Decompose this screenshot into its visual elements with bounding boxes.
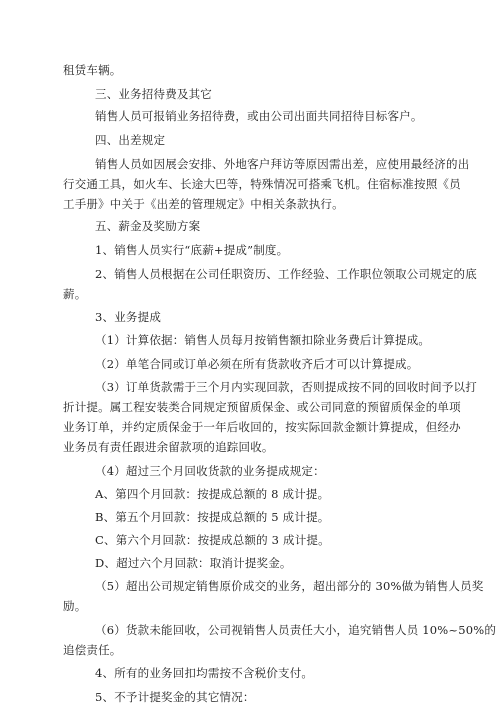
text-line: （5）超出公司规定销售原价成交的业务，超出部分的 30%做为销售人员奖: [95, 579, 484, 594]
text-line: 业务订单，并约定质保金于一年后收回的，按实际回款金额计算提成，但经办: [63, 420, 461, 435]
text-line: （4）超过三个月回收货款的业务提成规定：: [95, 463, 325, 478]
text-line: 1、销售人员实行“底薪+提成”制度。: [95, 242, 289, 257]
text-line: 薪。: [63, 286, 87, 301]
text-line: 销售人员可报销业务招待费，或由公司出面共同招待目标客户。: [95, 109, 423, 124]
text-line: 5、不予计提奖金的其它情况：: [95, 690, 255, 704]
section-heading: 五、薪金及奖励方案: [95, 219, 201, 234]
text-line: 工手册》中关于《出差的管理规定》中相关条款执行。: [63, 196, 344, 211]
text-line: 励。: [63, 599, 87, 614]
text-line: 行交通工具，如火车、长途大巴等，特殊情况可搭乘飞机。住宿标准按照《员: [63, 176, 461, 191]
text-line: 2、销售人员根据在公司任职资历、工作经验、工作职位领取公司规定的底: [95, 266, 477, 281]
text-line: 追偿责任。: [63, 642, 122, 657]
text-line: 业务员有责任跟进余留款项的追踪回收。: [63, 440, 274, 455]
section-heading: 四、出差规定: [95, 133, 166, 147]
list-item: A、第四个月回款：按提成总额的 8 成计提。: [95, 486, 330, 501]
text-line: 销售人员如因展会安排、外地客户拜访等原因需出差，应使用最经济的出: [95, 156, 470, 171]
text-line: 租赁车辆。: [63, 63, 122, 77]
text-line: 折计提。属工程安装类合同规定预留质保金、或公司同意的预留质保金的单项: [63, 400, 461, 415]
list-item: D、超过六个月回款：取消计提奖金。: [95, 555, 292, 570]
subsection-heading: 3、业务提成: [95, 310, 162, 325]
text-line: （1）计算依据：销售人员每月按销售额扣除业务费后计算提成。: [95, 332, 431, 347]
list-item: B、第五个月回款：按提成总额的 5 成计提。: [95, 510, 330, 525]
list-item: C、第六个月回款：按提成总额的 3 成计提。: [95, 532, 330, 547]
text-line: （3）订单货款需于三个月内实现回款，否则提成按不同的回收时间予以打: [95, 380, 477, 395]
text-line: （2）单笔合同或订单必须在所有货款收齐后才可以计算提成。: [95, 356, 419, 371]
text-line: 4、所有的业务回扣均需按不含税价支付。: [95, 666, 314, 681]
text-line: （6）货款未能回收，公司视销售人员责任大小，追究销售人员 10%~50%的: [95, 622, 497, 637]
section-heading: 三、业务招待费及其它: [95, 86, 212, 101]
